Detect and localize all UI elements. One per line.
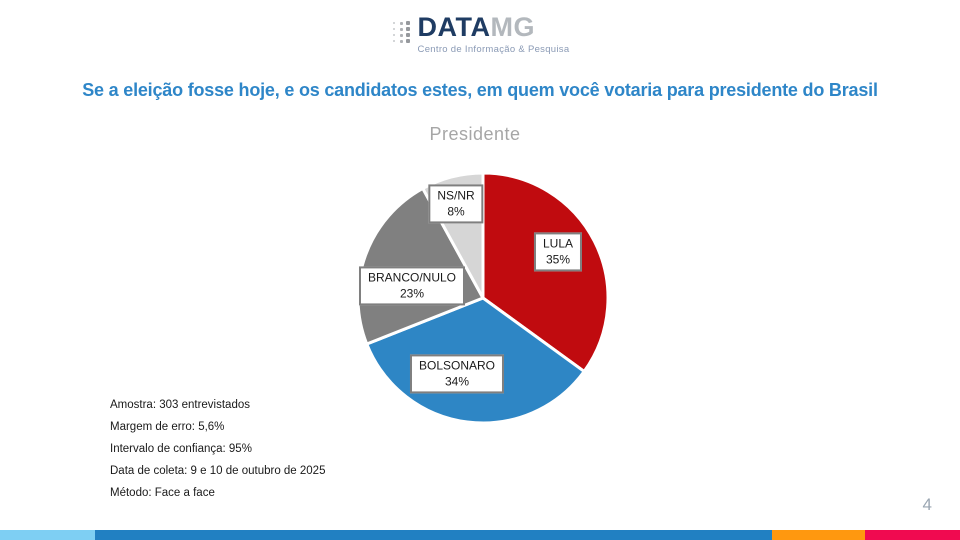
- note-collection-date: Data de coleta: 9 e 10 de outubro de 2025: [110, 465, 326, 477]
- bar-segment-orange: [772, 530, 865, 540]
- pie-label-pct: 23%: [399, 286, 425, 300]
- survey-notes: [110, 394, 325, 504]
- chart-title: Presidente: [429, 124, 521, 144]
- logo-text: [418, 14, 570, 55]
- pie-label-name: BOLSONARO: [418, 358, 496, 373]
- note-confidence-interval: Intervalo de confiança: 95%: [110, 443, 252, 455]
- pie-label-name: NS/NR: [437, 188, 475, 203]
- pie-label-pct: 35%: [545, 252, 571, 266]
- logo-brand-primary: DATA: [417, 12, 491, 42]
- bar-segment-blue: [95, 530, 772, 540]
- page-number: 4: [922, 495, 932, 514]
- note-method: Método: Face a face: [110, 487, 215, 499]
- bar-segment-pink: [865, 530, 960, 540]
- logo-brand-secondary: MG: [490, 12, 536, 42]
- pie-label-pct: 8%: [447, 204, 465, 218]
- bottom-color-bar: [0, 530, 960, 540]
- logo-tagline: Centro de Informação & Pesquisa: [417, 44, 570, 55]
- pie-label-bolsonaro: [410, 354, 504, 393]
- pie-label-lula: [534, 232, 582, 271]
- pie-label-name: LULA: [542, 236, 574, 251]
- pie-label-branco-nulo: [359, 266, 465, 305]
- note-sample: Amostra: 303 entrevistados: [110, 399, 250, 411]
- pie-label-ns-nr: [428, 184, 483, 223]
- pie-label-name: BRANCO/NULO: [367, 270, 457, 285]
- slide-title: Se a eleição fosse hoje, e os candidatos estes, em quem você votaria para presidente do Brasil: [82, 80, 878, 100]
- bar-segment-light-blue: [0, 530, 95, 540]
- logo-dots-icon: [391, 20, 412, 44]
- pie-label-pct: 34%: [444, 374, 470, 388]
- note-margin-of-error: Margem de erro: 5,6%: [110, 421, 225, 433]
- logo-brand: [418, 14, 535, 41]
- datamg-logo: [0, 14, 960, 55]
